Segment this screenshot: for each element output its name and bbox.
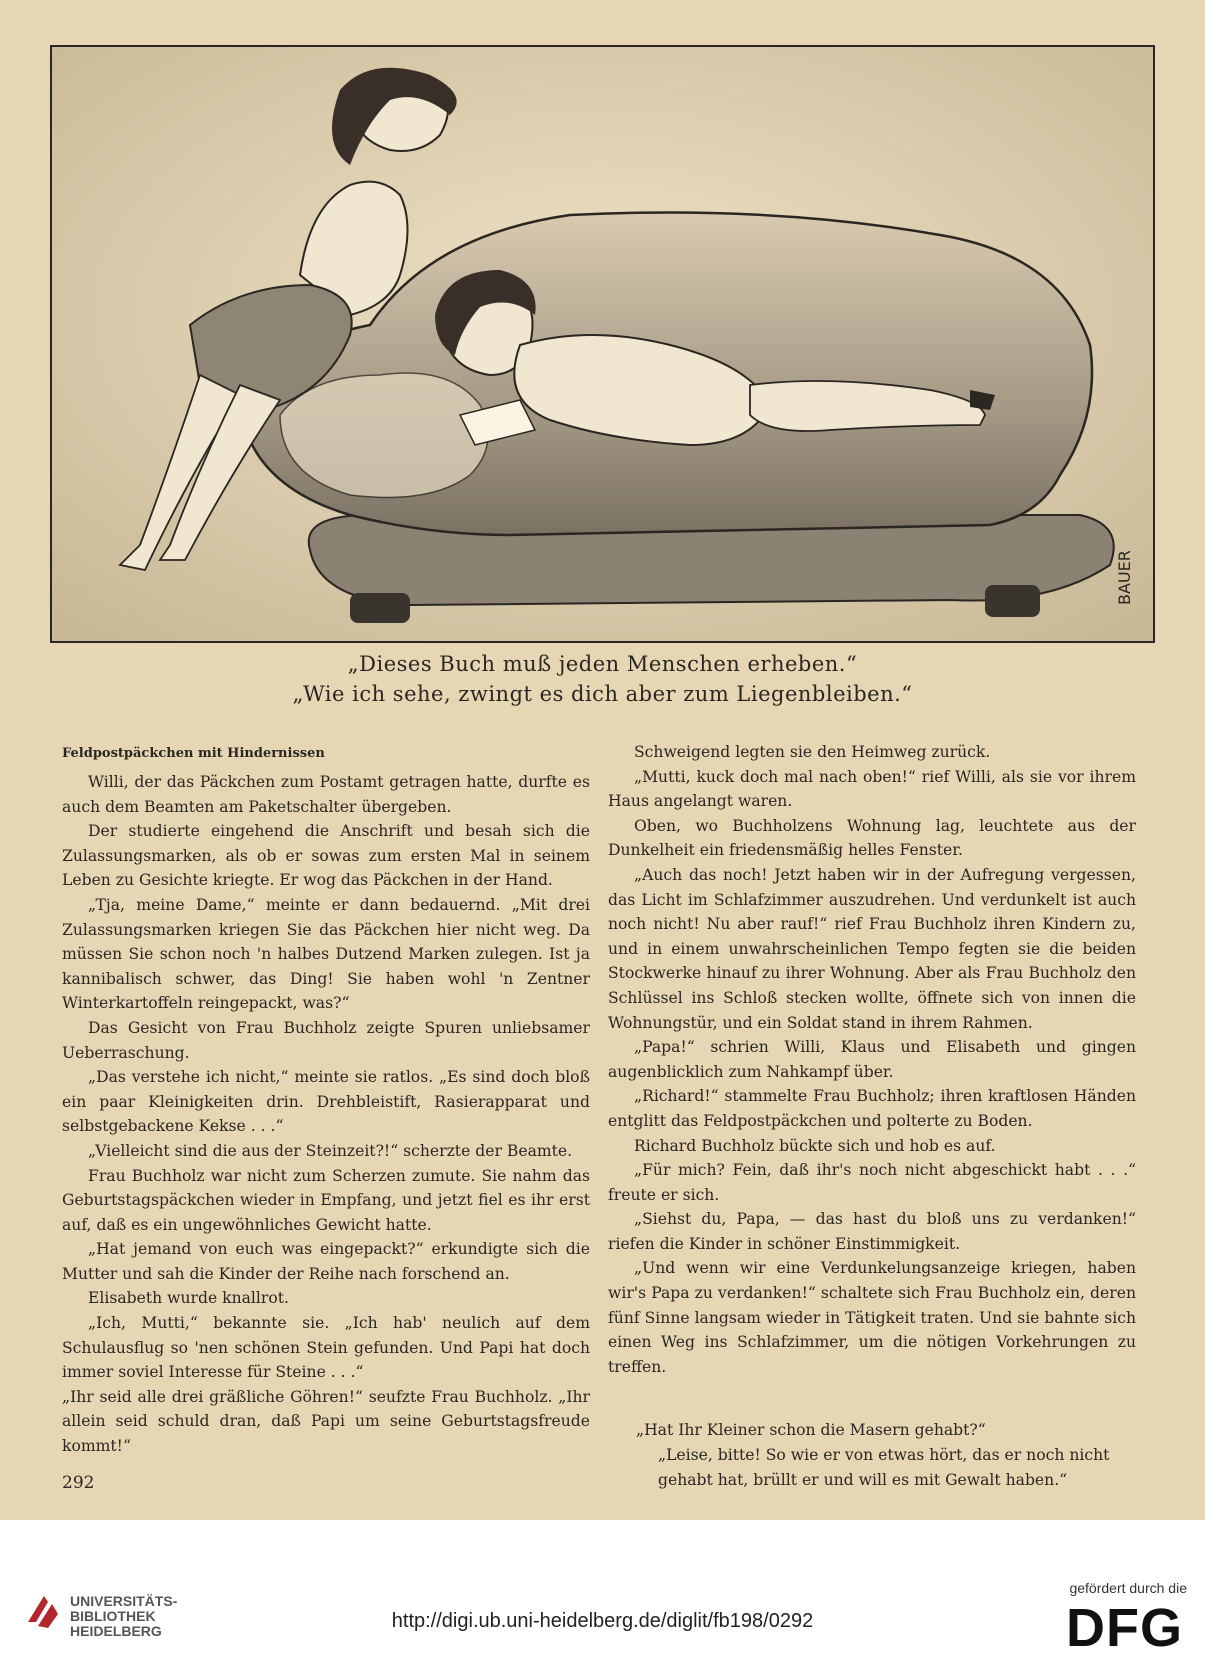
paragraph: „Ich, Mutti,“ bekannte sie. „Ich hab' neulich auf dem Schulausflug so 'nen schönen Stein gefunden. Und Papi hat doch immer soviel Interesse für Steine . . .“ xyxy=(62,1314,590,1382)
institution-line: HEIDELBERG xyxy=(70,1623,162,1639)
paragraph: „Ihr seid alle drei gräßliche Göhren!“ seufzte Frau Buchholz. „Ihr allein seid schuld dran, daß Papi um seine Geburtstagsfreude kommt!“ xyxy=(62,1387,590,1456)
paragraph: „Tja, meine Dame,“ meinte er dann bedauernd. „Mit drei Zulassungsmarken kriegen Sie das Päckchen hier nicht weg. Da müssen Sie schon noch 'n halbes Dutzend Marken zulegen. Ist ja kannibalisch schwer, das Ding! Sie haben wohl 'n Zentner Winterkartoffeln reingepackt, was?“ xyxy=(62,895,590,1013)
artist-signature: BAUER xyxy=(1115,550,1134,605)
paragraph: „Hat jemand von euch was eingepackt?“ erkundigte sich die Mutter und sah die Kinder der Reihe nach forschend an. xyxy=(62,1240,590,1283)
paragraph: „Und wenn wir eine Verdunkelungsanzeige kriegen, haben wir's Papa zu verdanken!“ schaltete sich Frau Buchholz ein, deren fünf Sinne langsam wieder in Tätigkeit traten. Und sie bahnte sich einen Weg ins Schlafzimmer, um die nötigen Vorkehrungen zu treffen. xyxy=(608,1259,1136,1376)
viewer-footer xyxy=(0,1520,1205,1675)
paragraph: „Vielleicht sind die aus der Steinzeit?!“ scherzte der Beamte. xyxy=(88,1141,573,1160)
joke-box xyxy=(636,1418,1116,1493)
institution-line: BIBLIOTHEK xyxy=(70,1608,156,1624)
paragraph: „Das verstehe ich nicht,“ meinte sie ratlos. „Es sind doch bloß ein paar Kleinigkeiten drin. Drehbleistift, Rasierapparat und selbstgebackene Kekse . . .“ xyxy=(62,1068,590,1136)
paragraph: „Papa!“ schrien Willi, Klaus und Elisabeth und gingen augenblicklich zum Nahkampf über. xyxy=(608,1038,1136,1081)
caption-line-1: „Dieses Buch muß jeden Menschen erheben.“ xyxy=(347,652,858,676)
dfg-logo: DFG xyxy=(1066,1598,1183,1658)
paragraph: Elisabeth wurde knallrot. xyxy=(88,1289,289,1308)
story-column-left xyxy=(62,770,590,1459)
paragraph: Schweigend legten sie den Heimweg zurück. xyxy=(634,743,991,761)
joke-question: „Hat Ihr Kleiner schon die Masern gehabt?“ xyxy=(636,1421,986,1439)
paragraph: Oben, wo Buchholzens Wohnung lag, leuchtete aus der Dunkelheit ein friedensmäßig helles Fenster. xyxy=(608,816,1136,860)
paragraph: Willi, der das Päckchen zum Postamt getragen hatte, durfte es auch dem Beamten am Paketschalter übergeben. xyxy=(62,773,590,816)
caption-line-2: „Wie ich sehe, zwingt es dich aber zum Liegenbleiben.“ xyxy=(292,682,913,706)
institution-line: UNIVERSITÄTS- xyxy=(70,1593,178,1609)
story-heading: Feldpostpäckchen mit Hindernissen xyxy=(62,746,325,761)
cartoon-drawing xyxy=(50,45,1155,643)
funded-by-text: gefördert durch die xyxy=(1069,1580,1187,1596)
paragraph: „Auch das noch! Jetzt haben wir in der Aufregung vergessen, das Licht im Schlafzimmer auszudrehen. Und verdunkelt ist auch noch nicht! Nu aber rauf!“ rief Frau Buchholz ihren Kindern zu, und in einem unwahrscheinlichen Tempo fegten sie die beiden Stockwerke hinauf zu ihrer Wohnung. Aber als Frau Buchholz den Schlüssel ins Schloß stecken wollte, öffnete sich von innen die Wohnungstür, und ein Soldat stand in ihrem Rahmen. xyxy=(608,865,1136,1032)
document-url-link[interactable]: http://digi.ub.uni-heidelberg.de/diglit/fb198/0292 xyxy=(391,1610,814,1632)
paragraph: „Richard!“ stammelte Frau Buchholz; ihren kraftlosen Händen entglitt das Feldpostpäckchen und polterte zu Boden. xyxy=(608,1087,1136,1130)
paragraph: „Mutti, kuck doch mal nach oben!“ rief Willi, als sie vor ihrem Haus angelangt waren. xyxy=(608,767,1136,811)
joke-answer: „Leise, bitte! So wie er von etwas hört, das er noch nicht gehabt hat, brüllt er und will es mit Gewalt haben.“ xyxy=(658,1446,1110,1489)
paragraph: Der studierte eingehend die Anschrift und besah sich die Zulassungsmarken, als ob er sowas zum ersten Mal in seinem Leben zu Gesichte kriegte. Er wog das Päckchen in der Hand. xyxy=(62,822,590,890)
paragraph: „Siehst du, Papa, — das hast du bloß uns zu verdanken!“ riefen die Kinder in schöner Einstimmigkeit. xyxy=(608,1210,1136,1253)
story-column-right xyxy=(608,740,1136,1379)
paragraph: Das Gesicht von Frau Buchholz zeigte Spuren unliebsamer Ueberraschung. xyxy=(62,1018,590,1062)
paragraph: Frau Buchholz war nicht zum Scherzen zumute. Sie nahm das Geburtstagspäckchen wieder in Empfang, und jetzt fiel es ihr erst auf, daß es ein ungewöhnliches Gewicht hatte. xyxy=(62,1166,590,1234)
paragraph: „Für mich? Fein, daß ihr's noch nicht abgeschickt habt . . .“ freute er sich. xyxy=(608,1161,1136,1204)
paragraph: Richard Buchholz bückte sich und hob es auf. xyxy=(634,1136,996,1155)
cartoon-illustration xyxy=(50,45,1155,643)
page-number: 292 xyxy=(62,1473,95,1493)
